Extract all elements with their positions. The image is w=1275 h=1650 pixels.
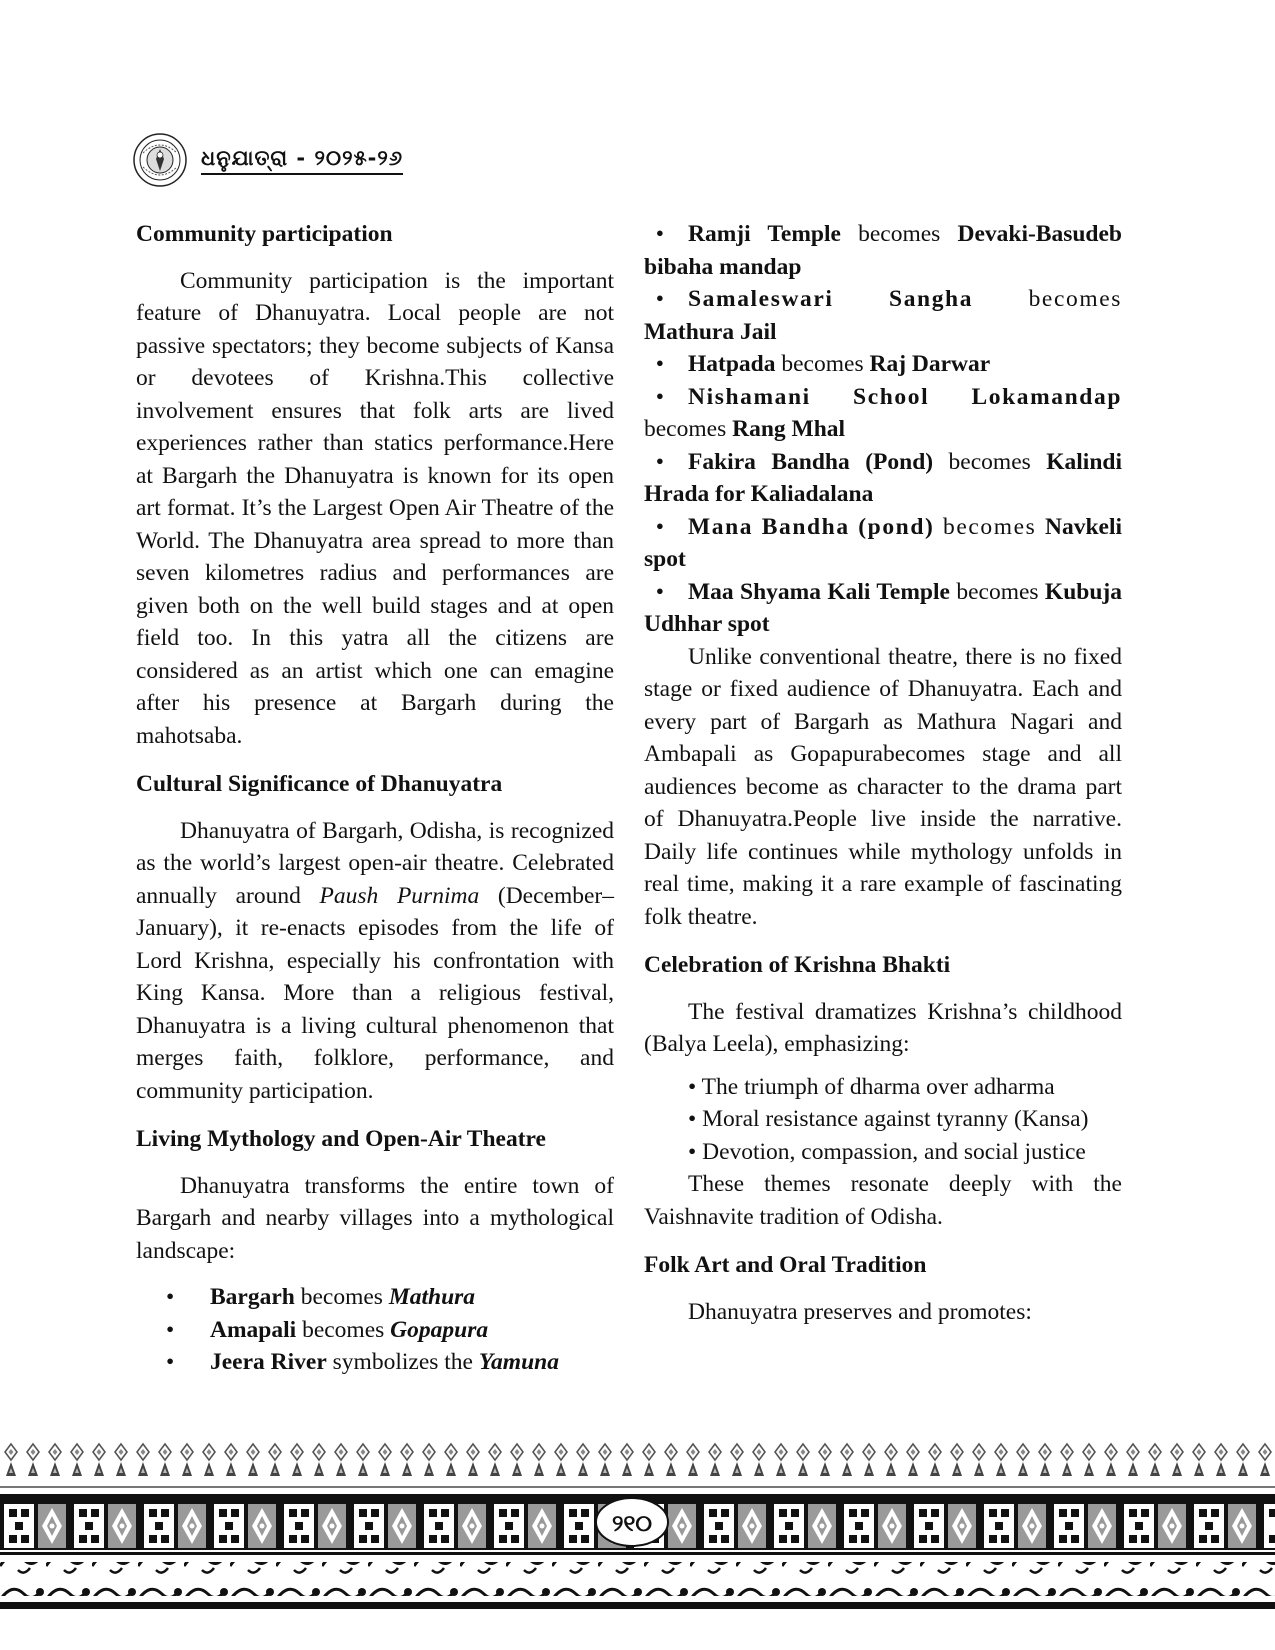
paragraph-unlike-theatre: Unlike conventional theatre, there is no fixed stage or fixed audience of Dhanuyatra. Each and every part of Bargarh as Mathura Nagari and Ambapali as Gopapurabecomes stage and all audiences become as character to the drama part of Dhanuyatra.People live inside the narrative. Daily life continues while mythology unfolds in real time, making it a rare example of fascinating folk theatre. xyxy=(644,643,1122,930)
venue-target: Kalindi Hrada for Kaliadalana xyxy=(644,448,1122,507)
paragraph-folk-art: Dhanuyatra preserves and promotes: xyxy=(688,1298,1032,1325)
venue-target: Mathura Jail xyxy=(644,318,777,345)
cultural-text-italic: Paush Purnima xyxy=(319,882,480,909)
paragraph-living-mythology: Dhanuyatra transforms the entire town of Bargarh and nearby villages into a mythological landscape: xyxy=(136,1172,614,1264)
venue-target: Navkeli spot xyxy=(644,513,1122,572)
verb-text: becomes xyxy=(294,1284,389,1310)
venue-place: Nishamani School Lokamandap xyxy=(688,383,1122,410)
page-header xyxy=(133,132,403,188)
seal-emblem-icon xyxy=(133,133,187,187)
mythology-bullet-list xyxy=(136,1281,614,1379)
venue-place: Samaleswari Sangha xyxy=(688,286,974,312)
left-column xyxy=(136,218,614,1379)
venue-target: Raj Darwar xyxy=(869,351,991,377)
venue-place: Mana Bandha (pond) xyxy=(688,513,935,540)
list-item xyxy=(136,1281,614,1314)
mythic-place: Yamuna xyxy=(478,1349,559,1375)
venue-place: Fakira Bandha (Pond) xyxy=(688,448,934,475)
list-item: • The triumph of dharma over adharma xyxy=(688,1073,1055,1100)
venue-item: • Samaleswari Sangha becomes Mathura Jail xyxy=(644,286,1122,345)
venue-item: • Nishamani School Lokamandap becomes Rang Mhal xyxy=(644,383,1122,442)
heading-krishna-bhakti: Celebration of Krishna Bhakti xyxy=(644,952,951,978)
paragraph-krishna-bhakti: The festival dramatizes Krishna’s childhood (Balya Leela), emphasizing: xyxy=(644,998,1122,1057)
list-item: • Moral resistance against tyranny (Kansa) xyxy=(688,1106,1089,1132)
verb-text: becomes xyxy=(973,286,1122,312)
venue-item: • Hatpada becomes Raj Darwar xyxy=(644,351,991,377)
list-item xyxy=(136,1346,614,1379)
venue-item: • Mana Bandha (pond) becomes Navkeli spot xyxy=(644,513,1122,572)
verb-text: becomes xyxy=(840,221,958,247)
venue-target: Rang Mhal xyxy=(732,416,846,442)
verb-text: symbolizes the xyxy=(326,1349,479,1375)
page-number: ୨୧୦ xyxy=(611,1511,653,1537)
paragraph-community-participation: Community participation is the important feature of Dhanuyatra. Local people are not passive spectators; they become subjects of Kansa or devotees of Krishna.This collective involvement ensures that folk arts are lived experiences rather than statics performance.Here at Bargarh the Dhanuyatra is known for its open art format. It’s the Largest Open Air Theatre of the World. The Dhanuyatra area spread to more than seven kilometres radius and performances are given both on the well build stages and at open field too. In this yatra all the citizens are considered as an artist which one can emagine after his presence at Bargarh during the mahotsaba. xyxy=(136,267,614,749)
venue-item: • Fakira Bandha (Pond) becomes Kalindi Hrada for Kaliadalana xyxy=(644,448,1122,507)
verb-text: becomes xyxy=(949,578,1045,605)
verb-text: becomes xyxy=(644,416,733,442)
list-item xyxy=(136,1314,614,1347)
right-column xyxy=(644,218,1122,1328)
mythic-place: Gopapura xyxy=(390,1316,489,1343)
verb-text: becomes xyxy=(775,351,870,377)
heading-cultural-significance: Cultural Significance of Dhanuyatra xyxy=(136,771,503,797)
venue-item: • Maa Shyama Kali Temple becomes Kubuja Udhhar spot xyxy=(644,578,1122,637)
place-name: Bargarh xyxy=(210,1284,295,1310)
place-name: Amapali xyxy=(210,1316,297,1343)
verb-text: becomes xyxy=(934,513,1045,540)
heading-folk-art: Folk Art and Oral Tradition xyxy=(644,1252,927,1278)
bhakti-bullet-list xyxy=(644,1071,1122,1169)
cultural-text-part1: Dhanuyatra of Bargarh, Odisha, is recognized as the world’s largest open-air theatre. Celebrated annually around xyxy=(136,817,614,909)
ikat-border-pattern-icon xyxy=(0,1442,1275,1622)
paragraph-cultural-significance xyxy=(136,815,614,1108)
list-item: • Devotion, compassion, and social justice xyxy=(688,1138,1086,1165)
paragraph-vaishnavite: These themes resonate deeply with the Vaishnavite tradition of Odisha. xyxy=(644,1171,1122,1230)
venue-target: Kubuja Udhhar spot xyxy=(644,578,1122,637)
venue-place: Hatpada xyxy=(688,351,776,377)
venue-place: Ramji Temple xyxy=(688,221,841,247)
mythic-place: Mathura xyxy=(388,1284,476,1310)
verb-text: becomes xyxy=(296,1316,391,1343)
heading-community-participation: Community participation xyxy=(136,221,393,247)
cultural-text-part2: (December–January), it re-enacts episodes from the life of Lord Krishna, especially his confrontation with King Kansa. More than a religious festival, Dhanuyatra is a living cultural phenomenon that merges faith, folklore, performance, and community participation. xyxy=(136,882,614,1104)
venue-target: Devaki-Basudeb bibaha mandap xyxy=(644,221,1123,280)
venue-place: Maa Shyama Kali Temple xyxy=(688,578,950,605)
place-name: Jeera River xyxy=(210,1349,327,1375)
heading-living-mythology: Living Mythology and Open-Air Theatre xyxy=(136,1126,546,1152)
venue-item: • Ramji Temple becomes Devaki-Basudeb bibaha mandap xyxy=(644,221,1123,280)
verb-text: becomes xyxy=(933,448,1047,475)
header-title: ଧନୁଯାତ୍ରା - ୨୦୨୫-୨୬ xyxy=(201,146,403,175)
